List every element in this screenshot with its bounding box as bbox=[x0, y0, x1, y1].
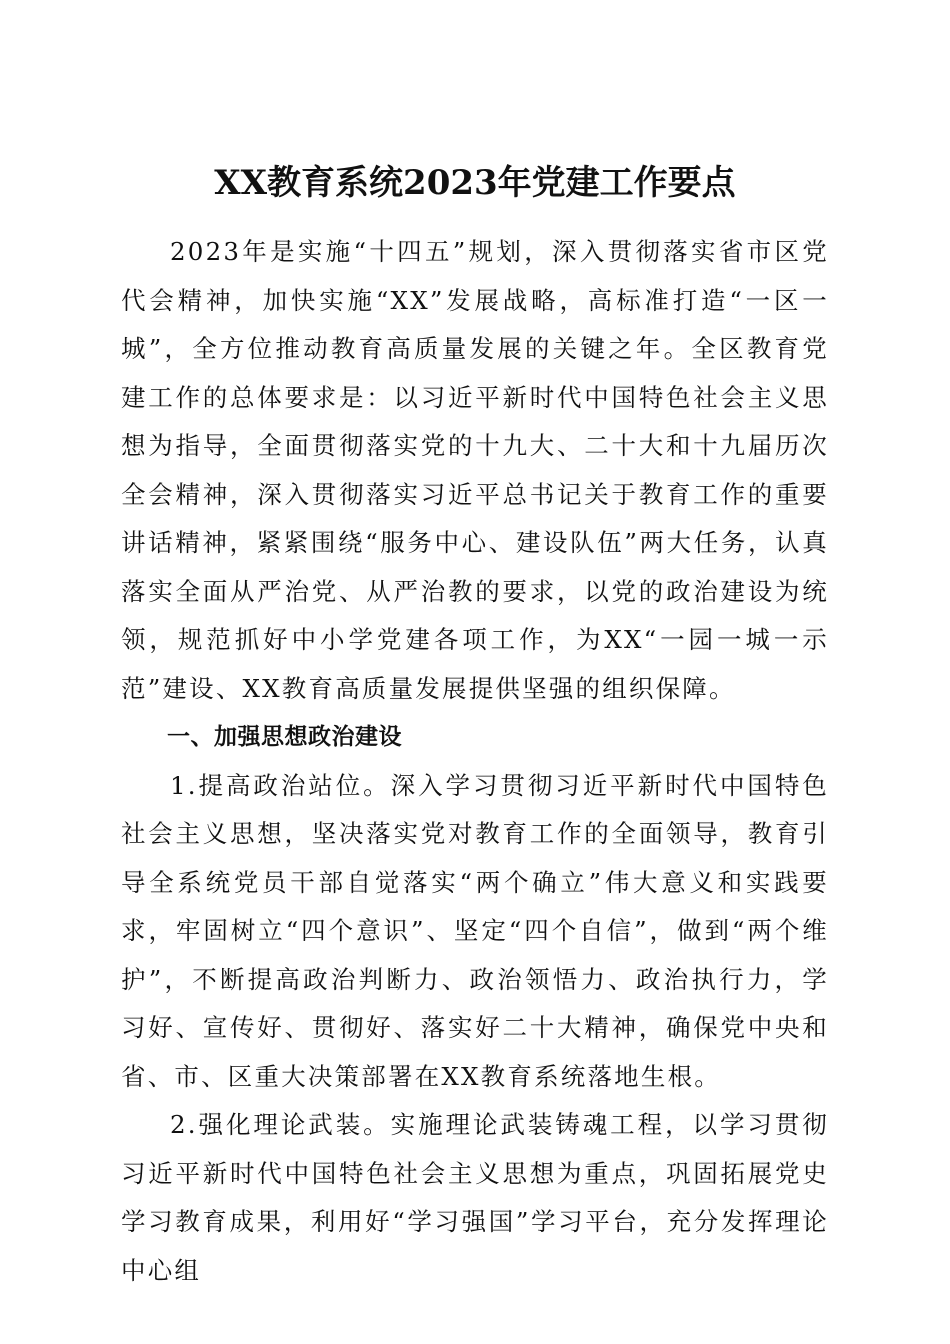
document-title: XX教育系统2023年党建工作要点 bbox=[214, 162, 736, 203]
item-paragraph-1: 1.提高政治站位。深入学习贯彻习近平新时代中国特色社会主义思想，坚决落实党对教育工作的全面领导，教育引导全系统党员干部自觉落实“两个确立”伟大意义和实践要求，牢固树立“四个意识”、坚定“四个自信”，做到“两个维护”，不断提高政治判断力、政治领悟力、政治执行力，学习好、宣传好、贯彻好、落实好二十大精神，确保党中央和省、市、区重大决策部署在XX教育系统落地生根。 bbox=[121, 770, 829, 1091]
item-paragraph-2: 2.强化理论武装。实施理论武装铸魂工程，以学习贯彻习近平新时代中国特色社会主义思想为重点，巩固拓展党史学习教育成果，利用好“学习强国”学习平台，充分发挥理论中心组 bbox=[121, 1110, 829, 1285]
section-heading-1: 一、加强思想政治建设 bbox=[167, 724, 402, 750]
intro-paragraph: 2023年是实施“十四五”规划，深入贯彻落实省市区党代会精神，加快实施“XX”发展战略，高标准打造“一区一城”，全方位推动教育高质量发展的关键之年。全区教育党建工作的总体要求是：以习近平新时代中国特色社会主义思想为指导，全面贯彻落实党的十九大、二十大和十九届历次全会精神，深入贯彻落实习近平总书记关于教育工作的重要讲话精神，紧紧围绕“服务中心、建设队伍”两大任务，认真落实全面从严治党、从严治教的要求，以党的政治建设为统领，规范抓好中小学党建各项工作，为XX“一园一城一示范”建设、XX教育高质量发展提供坚强的组织保障。 bbox=[121, 237, 829, 703]
document-body bbox=[121, 228, 829, 1295]
